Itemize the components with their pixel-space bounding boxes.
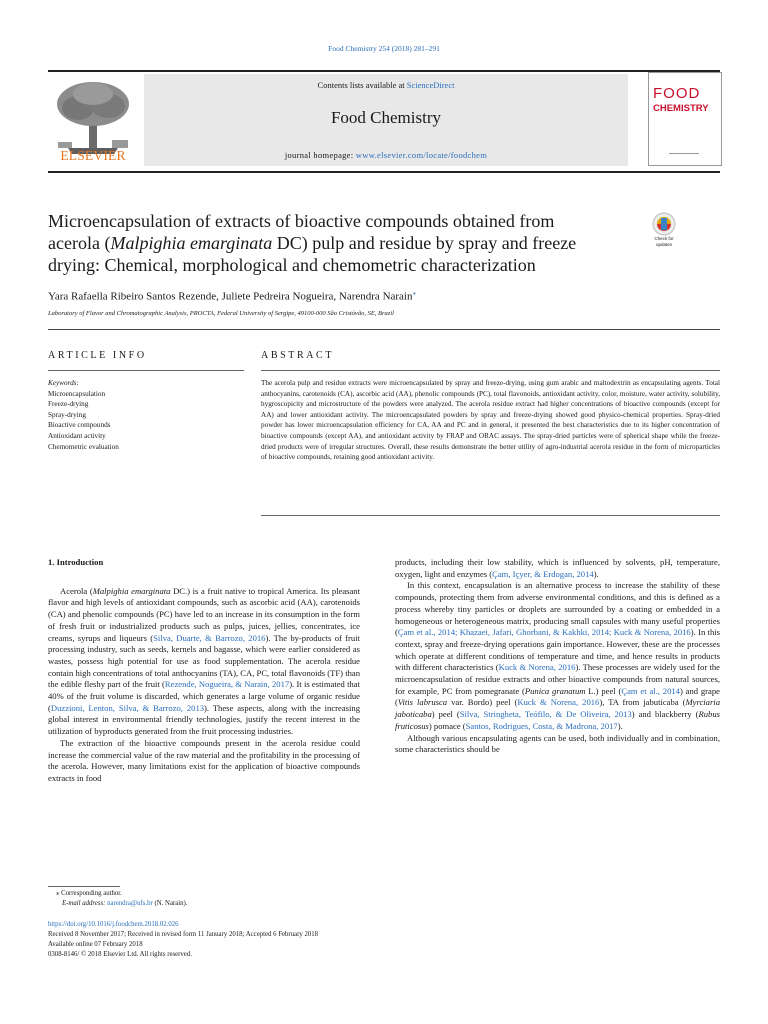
title-part-1: Microencapsulation of extracts of bioactive compounds obtained from acerola ( (48, 211, 555, 253)
title-species: Malpighia emarginata (110, 233, 273, 253)
abstract-rule (261, 370, 720, 371)
publication-info (48, 920, 318, 960)
crossmark-label-2: updates (655, 242, 672, 247)
keyword-item: Bioactive compounds (48, 421, 111, 430)
keyword-item: Antioxidant activity (48, 431, 106, 440)
intro-paragraph-1: Acerola (Malpighia emarginata DC.) is a fruit native to tropical America. Its pleasant flavor and high levels of antioxidant compounds, such as ascorbic acid (AA), carotenoids (CA) and phenolic compounds (PC) have led to an increase in its consumption in the form of fresh fruit or industrialized products such as pulps, juices, jellies, concentrates, ice creams, syrups and liqueurs (Silva, Duarte, & Barrozo, 2016). The by-products of fruit processing industry, such as seeds, kernels and bagasse, which were earlier considered as wastes, possess high potential for use as food supplementation. The acerola residue contain high concentrations of total anthocyanins (TA), CA, PC, total flavonoids (TF) than the edible fleshy part of the fruit (Rezende, Nogueira, & Narain, 2017). It is estimated that 40% of the fruit volume is discarded, which generates a large volume of organic residue (Duzzioni, Lenton, Silva, & Barrozo, 2013). These aspects, along with the increasing global interest in environmental friendly technologies, justify the recent interest in the utilization of byproducts generated from the fruit processing industries. (48, 585, 360, 737)
header-bottom-rule (48, 171, 720, 173)
journal-citation-link[interactable]: Food Chemistry 254 (2018) 281–291 (328, 44, 440, 53)
elsevier-logo[interactable] (48, 76, 138, 168)
title-section-rule (48, 329, 720, 330)
citation-link[interactable]: Çam et al., 2014 (621, 685, 680, 696)
contents-available-line (144, 80, 628, 90)
intro-paragraph-4: Although various encapsulating agents can be used, both individually and in combination, some characteristics should be (395, 732, 720, 755)
citation-link[interactable]: Kuck & Norena, 2016 (517, 697, 600, 708)
affiliation: Laboratory of Flavor and Chromatographic Analysis, PROCTA, Federal University of Sergipe, 49100-000 São Cristóvão, SE, Brazil (48, 310, 394, 317)
intro-paragraph-2-cont: products, including their low stability, which is influenced by solvents, pH, temperature, oxygen, light and enzymes (Çam, Içyer, & Erdogan, 2014). (395, 557, 720, 579)
author-email-link[interactable]: narendra@ufs.br (107, 900, 153, 907)
citation-link[interactable]: Duzzioni, Lenton, Silva, & Barrozo, 2013 (50, 702, 205, 713)
article-info-rule (48, 370, 244, 371)
article-title (48, 210, 608, 276)
abstract-heading: ABSTRACT (261, 350, 335, 361)
intro-paragraph-2: The extraction of the bioactive compounds present in the acerola residue could increase the commercial value of the raw material and the profitability in the processing of the acerola. However, many limitations exist for the application of bioactive compounds extracts in food (48, 737, 360, 783)
body-column-right (395, 557, 720, 756)
sciencedirect-link[interactable]: ScienceDirect (406, 80, 455, 90)
body-column-left (48, 557, 360, 785)
crossmark-label-1: Check for (654, 236, 674, 241)
citation-link[interactable]: Rezende, Nogueira, & Narain, 2017 (164, 679, 290, 690)
elsevier-wordmark: ELSEVIER (60, 148, 126, 163)
citation-link[interactable]: Silva, Duarte, & Barrozo, 2016 (153, 632, 266, 643)
citation-link[interactable]: Silva, Stringheta, Teófilo, & De Oliveira, 2013 (459, 709, 632, 720)
keywords-label: Keywords: (48, 379, 79, 387)
footnotes (48, 889, 188, 909)
journal-homepage-link[interactable]: www.elsevier.com/locate/foodchem (355, 150, 488, 160)
intro-paragraph-3: In this context, encapsulation is an alternative process to increase the stability of these compounds, protecting them from adverse environmental conditions, and this is defined as a process whereby tiny particles or droplets are surrounded by a coating or embedded in a homogeneous or heterogeneous matrix, producing small capsules with many useful properties (Çam et al., 2014; Khazaei, Jafari, Ghorbani, & Kakhki, 2014; Kuck & Norena, 2016). In this context, spray and freeze-drying operations gain importance. However, these are the processes which operate at different conditions of temperature and time, and hence results in products with different characteristics (Kuck & Norena, 2016). These processes are widely used for the microencapsulation of residue extracts and other bioactive compounds from natural sources, for example, PC from pomegranate (Punica granatum L.) peel (Çam et al., 2014) and grape (Vitis labrusca var. Bordo) peel (Kuck & Norena, 2016), TA from jabuticaba (Myrciaria jaboticaba) peel (Silva, Stringheta, Teófilo, & De Oliveira, 2013) and blackberry (Rubus fruticosus) pomace (Santos, Rodrigues, Costa, & Madrona, 2017). (395, 580, 721, 731)
abstract-bottom-rule (261, 515, 720, 516)
keyword-item: Spray-drying (48, 410, 86, 419)
journal-name: Food Chemistry (330, 108, 442, 127)
crossmark-icon (648, 212, 680, 236)
keyword-item: Freeze-drying (48, 400, 89, 409)
corresponding-author-note: ⁎ Corresponding author. (56, 890, 122, 897)
citation-link[interactable]: Santos, Rodrigues, Costa, & Madrona, 2017 (465, 720, 618, 731)
corresponding-author-mark[interactable]: ⁎ (412, 289, 416, 297)
contents-prefix: Contents lists available at (317, 80, 407, 90)
article-info-heading: ARTICLE INFO (48, 350, 147, 361)
cover-footer-bar (669, 153, 699, 154)
author-list (48, 289, 416, 303)
available-online: Available online 07 February 2018 (48, 941, 143, 948)
citation-link[interactable]: Çam, Içyer, & Erdogan, 2014 (492, 568, 594, 579)
authors-text: Yara Rafaella Ribeiro Santos Rezende, Juliete Pedreira Nogueira, Narendra Narain (48, 290, 413, 303)
received-dates: Received 8 November 2017; Received in revised form 11 January 2018; Accepted 6 February 2018 (48, 931, 319, 938)
header-top-rule (48, 70, 720, 72)
keyword-item: Chemometric evaluation (48, 442, 119, 451)
journal-homepage-line (144, 150, 628, 160)
citation-link[interactable]: Çam et al., 2014; Khazaei, Jafari, Ghorbani, & Kakhki, 2014; Kuck & Norena, 2016 (397, 627, 691, 638)
keywords-block (48, 378, 244, 452)
section-heading-introduction: 1. Introduction (48, 557, 104, 567)
check-for-updates-badge[interactable] (648, 212, 680, 252)
cover-line-2: CHEMISTRY (653, 103, 709, 114)
abstract-text: The acerola pulp and residue extracts were microencapsulated by spray and freeze-drying, using gum arabic and maltodextrin as encapsulating agents. Total anthocyanins, carotenoids (CA), ascorbic acid (AA), phenolic compounds (PC), total flavonoids, antioxidant activity, color, moisture, water activity, solubility, hygroscopicity and microstructure of the powders were analyzed. The acerola residue extract had higher concentrations of bioactive compounds (except for AA) and lower antioxidant activity. The microencapsulated powders by spray and freeze-drying showed good physico-chemical properties. Spray-dried powder has lower microencapsulation efficiency for CA, AA and PC and in general, it presented the best characteristics due to its higher concentration of bioactive compounds (except AA), and antioxidant activity by FRAP and ORAC assays. The spray-dried particles were of spherical shape while the freeze-dried products were of irregular structures. Overall, these results demonstrate the better utility of agro-industrial acerola residue in the form of microparticles of bioactive compounds, retaining good antioxidant activity. (261, 379, 720, 462)
journal-cover-thumbnail[interactable] (648, 72, 722, 166)
cover-line-1: FOOD (653, 85, 701, 102)
footnote-rule (48, 886, 120, 887)
homepage-prefix: journal homepage: (284, 150, 356, 160)
doi-link[interactable]: https://doi.org/10.1016/j.foodchem.2018.02.026 (48, 921, 179, 928)
copyright-line: 0308-8146/ © 2018 Elsevier Ltd. All rights reserved. (48, 951, 192, 958)
email-note: E-mail address: narendra@ufs.br (N. Narain). (62, 900, 188, 907)
citation-link[interactable]: Kuck & Norena, 2016 (498, 662, 576, 673)
keyword-item: Microencapsulation (48, 389, 106, 398)
title-part-2: DC) pulp and residue by spray and freeze drying: Chemical, morphological and chemometric characterization (48, 233, 577, 275)
